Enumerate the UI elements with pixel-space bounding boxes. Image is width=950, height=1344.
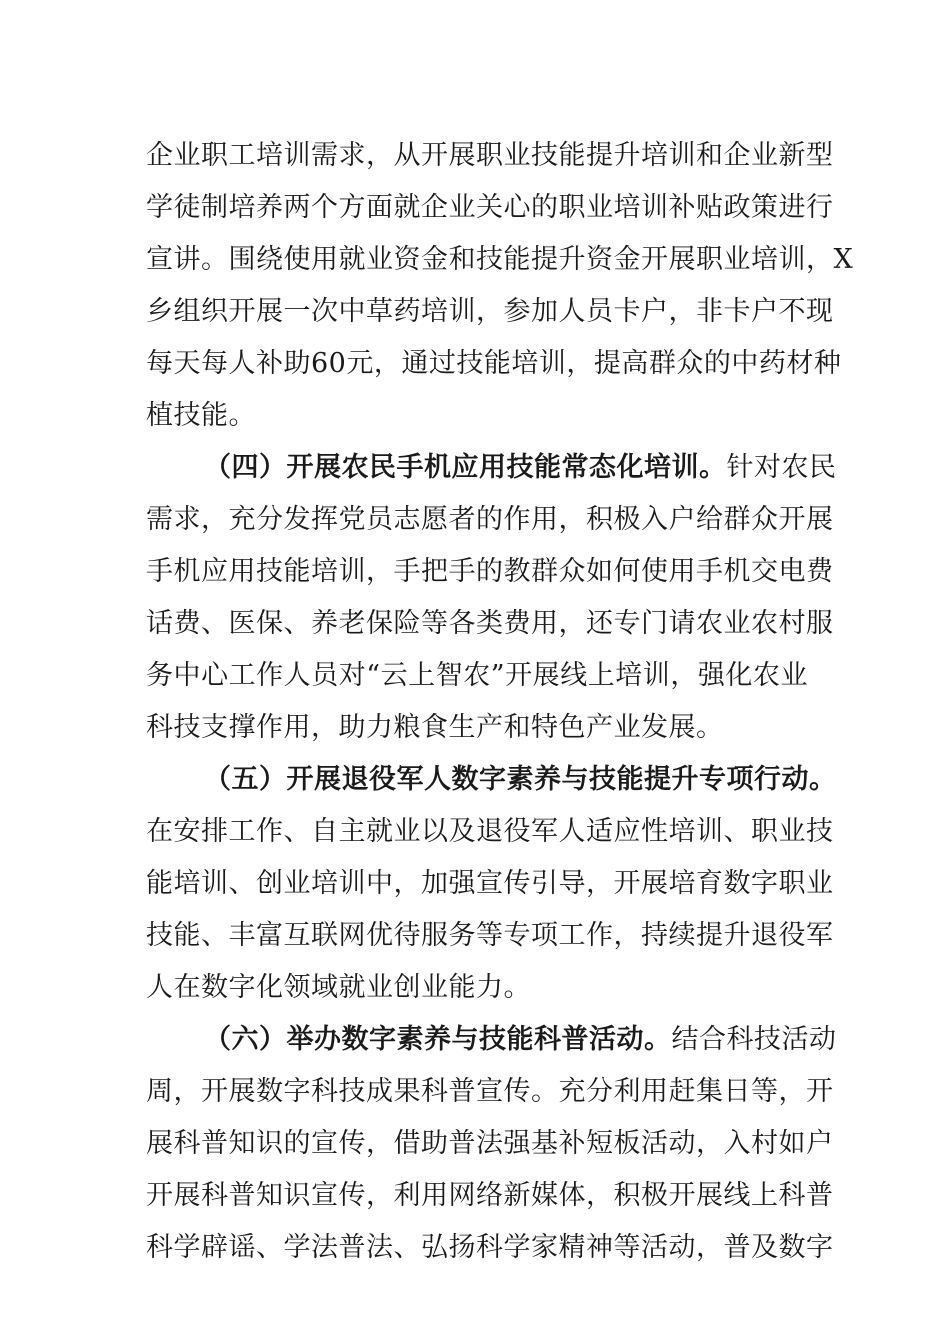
paragraph-line: 学徒制培养两个方面就企业关心的职业培训补贴政策进行: [146, 192, 834, 223]
paragraph-line: 每天每人补助60元，通过技能培训，提高群众的中药材种: [146, 348, 842, 379]
section-4-first-line: [146, 442, 837, 494]
section-5-first-line: [146, 754, 837, 806]
paragraph-line: 需求，充分发挥党员志愿者的作用，积极入户给群众开展: [146, 504, 834, 535]
paragraph-line: 开展科普知识宣传，利用网络新媒体，积极开展线上科普: [146, 1180, 834, 1211]
section-4-heading: （四）开展农民手机应用技能常态化培训。: [204, 452, 727, 483]
section-6-first-line-text: 结合科技活动: [671, 1024, 837, 1055]
section-6-heading: （六）举办数字素养与技能科普活动。: [204, 1024, 672, 1055]
paragraph-line: 人在数字化领域就业创业能力。: [146, 972, 531, 1003]
section-6-first-line: [146, 1014, 837, 1066]
paragraph-line: 手机应用技能培训，手把手的教群众如何使用手机交电费: [146, 556, 834, 587]
paragraph-line: 周，开展数字科技成果科普宣传。充分利用赶集日等，开: [146, 1076, 834, 1107]
paragraph-line: 务中心工作人员对“云上智农”开展线上培训，强化农业: [146, 660, 808, 691]
document-body: [146, 130, 854, 1274]
paragraph-line: 话费、医保、养老保险等各类费用，还专门请农业农村服: [146, 608, 834, 639]
paragraph-line: 宣讲。围绕使用就业资金和技能提升资金开展职业培训，X: [146, 244, 854, 275]
paragraph-line: 企业职工培训需求，从开展职业技能提升培训和企业新型: [146, 140, 834, 171]
section-4-first-line-text: 针对农民: [726, 452, 837, 483]
paragraph-line: 在安排工作、自主就业以及退役军人适应性培训、职业技: [146, 816, 834, 847]
section-5-heading: （五）开展退役军人数字素养与技能提升专项行动。: [204, 764, 837, 795]
paragraph-line: 技能、丰富互联网优待服务等专项工作，持续提升退役军: [146, 920, 834, 951]
paragraph-line: 展科普知识的宣传，借助普法强基补短板活动，入村如户: [146, 1128, 834, 1159]
paragraph-line: 乡组织开展一次中草药培训，参加人员卡户，非卡户不现: [146, 296, 834, 327]
paragraph-line: 科技支撑作用，助力粮食生产和特色产业发展。: [146, 712, 724, 743]
paragraph-line: 科学辟谣、学法普法、弘扬科学家精神等活动，普及数字: [146, 1232, 834, 1263]
paragraph-line: 植技能。: [146, 400, 256, 431]
paragraph-line: 能培训、创业培训中，加强宣传引导，开展培育数字职业: [146, 868, 834, 899]
